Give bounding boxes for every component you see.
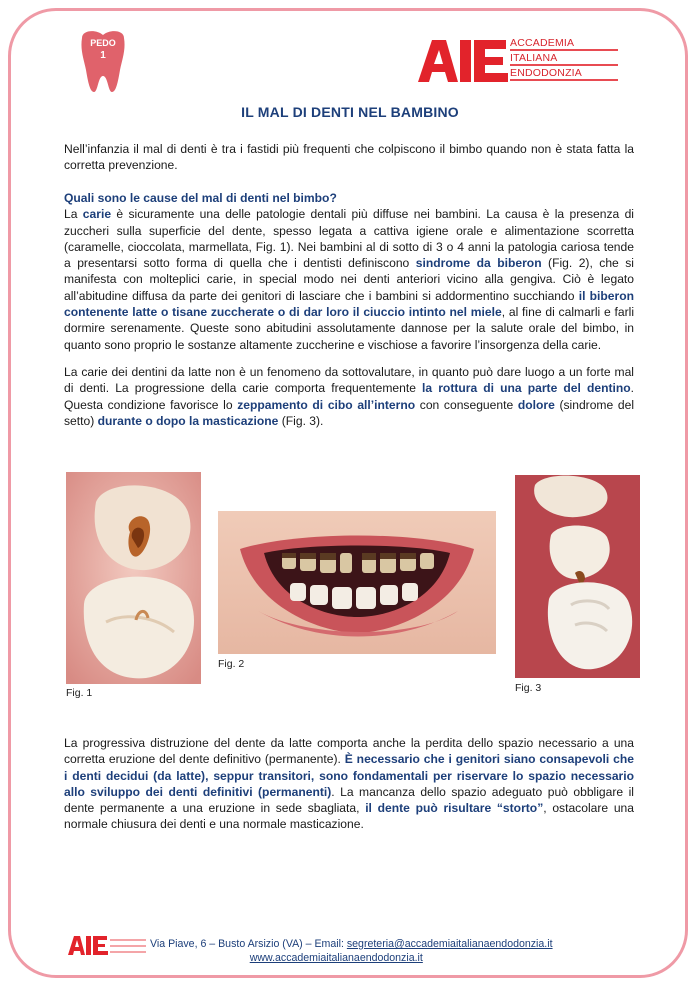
- badge-number: 1: [100, 50, 106, 61]
- p2-text-a: La carie dei dentini da latte non è un fenomeno da sottovalutare, in quanto può dare luogo a un forte mal di denti. La progressione della carie comporta frequentemente: [64, 365, 634, 396]
- p2-highlight-masticazione: durante o dopo la masticazione: [97, 413, 279, 428]
- figure-3-caption: Fig. 3: [515, 682, 542, 694]
- progression-paragraph: [64, 364, 634, 429]
- p1-highlight-biberon: sindrome da biberon: [415, 256, 542, 271]
- p2-text-c: . Questa condizione favorisce lo: [64, 381, 635, 412]
- p2-text-g: (sindrome del setto): [64, 397, 635, 428]
- p2-highlight-rottura: la rottura di una parte del dentino: [422, 381, 631, 396]
- p1-highlight-habits: il biberon contenente latte o tisane zuccherate o di dar loro il ciuccio intinto nel miele: [64, 288, 635, 320]
- footer-address: Via Piave, 6 – Busto Arsizio (VA) – Email:: [150, 938, 347, 950]
- figure-1-image: [66, 472, 201, 684]
- causes-section: [64, 190, 634, 353]
- p3-text-e: , ostacolare una normale chiusura dei denti e una normale masticazione.: [64, 801, 635, 832]
- consequences-paragraph: [64, 735, 634, 833]
- logo-line-2: ITALIANA: [510, 51, 618, 66]
- figure-1-caption: Fig. 1: [66, 687, 93, 699]
- page-title: IL MAL DI DENTI NEL BAMBINO: [241, 104, 459, 120]
- p3-text-c: . La mancanza dello spazio adeguato può obbligare il dente permanente a una eruzione in sede sbagliata,: [64, 784, 634, 816]
- p3-text-a: La progressiva distruzione del dente da latte comporta anche la perdita dello spazio necessario a una corretta eruzione del dente definitivo (permanente).: [64, 736, 634, 767]
- p1-text-g: , al fine di calmarli e farli dormire serenamente. Queste sono abitudini assolutamente dannose per la salute orale del bimbo, in quanto sono proprio le sostanze altamente zuccherine e vischiose a favorire l’insorgenza della carie.: [64, 305, 635, 352]
- logo-line-1: ACCADEMIA: [510, 36, 618, 51]
- figure-3-image: [515, 475, 640, 678]
- figure-2-image: [218, 511, 496, 654]
- section-question: Quali sono le cause del mal di denti nel bimbo?: [64, 191, 337, 205]
- badge-label: PEDO: [90, 38, 116, 48]
- figure-2-caption: Fig. 2: [218, 658, 245, 670]
- footer-email-link[interactable]: segreteria@accademiaitalianaendodonzia.it: [346, 938, 553, 950]
- p2-text-i: (Fig. 3).: [278, 413, 324, 428]
- footer-contact: [150, 937, 553, 965]
- p3-highlight-storto: il dente può risultare “storto”: [365, 801, 544, 816]
- intro-paragraph: Nell’infanzia il mal di denti è tra i fastidi più frequenti che colpiscono il bimbo quando non è stata fatta la corretta prevenzione.: [64, 142, 634, 173]
- aie-logo: [418, 36, 618, 84]
- p1-text-c: è sicuramente una delle patologie dentali più diffuse nei bambini. La causa è la presenza di zuccheri sulla superficie del dente, spesso legata a cattiva igiene orale e alimentazione scorretta (caramelle, cioccolata, marmellata, Fig. 1). Nei bambini al di sotto di 3 o 4 anni la patologia cariosa tende a presentarsi sotto forma di quella che i dentisti definiscono: [64, 207, 634, 271]
- p1-text-a: La: [64, 207, 83, 222]
- p2-highlight-zeppamento: zeppamento di cibo all’interno: [237, 397, 416, 412]
- aie-letters-logo: [418, 36, 510, 84]
- pedo-tooth-badge: [76, 30, 130, 94]
- footer-website-link[interactable]: www.accademiaitalianaendodonzia.it: [249, 952, 423, 964]
- p1-highlight-carie: carie: [82, 207, 112, 222]
- p2-text-e: con conseguente: [415, 397, 518, 412]
- p1-text-e: (Fig. 2), che si manifesta con molteplici carie, in special modo nei denti anteriori vicino alla gengiva. Ciò è legato all’abitudine diffusa da parte dei genitori di lasciare che i bambini si addormentino succhiando: [64, 256, 634, 303]
- p2-highlight-dolore: dolore: [517, 397, 555, 412]
- p3-highlight-genitori: È necessario che i genitori siano consapevoli che i denti decidui (da latte), seppur transitori, sono fondamentali per riservare lo spazio necessario allo sviluppo dei denti definitivi (permanenti): [64, 752, 634, 799]
- logo-line-3: ENDODONZIA: [510, 66, 618, 81]
